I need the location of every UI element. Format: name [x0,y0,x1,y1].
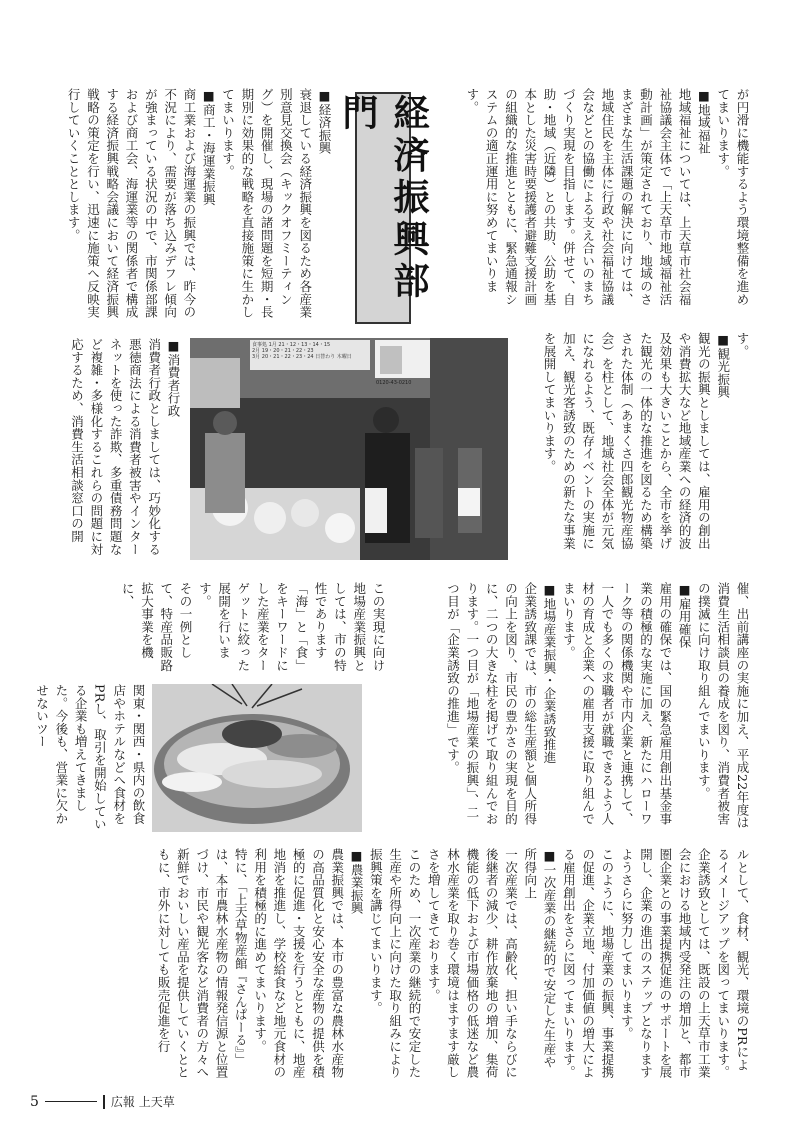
sign-line-5: 日替わり [315,354,336,360]
page-footer [30,1093,175,1110]
column-consumer-affairs: ■消費者行政 消費者行政としましては、巧妙化する悪徳商法による消費者被害やインターネットを使った詐欺、多重債務問題など複雑・多様化するこれらの問題に対応するため、消費生活相談窓口の開 [69,338,181,556]
column-primary-industry: ルとして、食材、観光、環境のPRによるイメージアップを図ってまいります。 企業誘致としては、既設の上天草市工業会における地域内受発注の増加と、都市圏企業との事業提携促進のサポートを展開し、企業の進出のステップとなりますようさらに努力してまいります。 このように、地場産業の振興、事業提携の促進、企業立地、付加価値の増大による雇用創出をさらに図ってまいります。 ■一次産業の継続的で安定した生産や所得向上 一次産業では、高齢化、担い手ならびに後継者の減少、耕作放棄地の増加、集荷機能の低下および市場価格の低迷など農林水産業を取り巻く環境はますます厳しさを増してきております。 このため、一次産業の継続的で安定した生産や所得向上に向けた取り組みにより振興策を講じてまいります。 ■農業振興 農業振興では、本市の豊富な農林水産物の高品質化と安心安全な産物の提供を積極的に促進・支援を行うとともに、地産地消を推進し、学校給食など地元食材の利用を積極的に進めてまいります。 特に、「上天草物産館『さんぱーる』」は、本市農林水産物の情報発信源と位置づけ、市民や観光客など消費者の方々へ新鮮でおいしい産品を提供していくとともに、市外に対しても販売促進を行 [156,848,750,1079]
market-stall-photo [190,338,508,560]
column-employment-industry: 催、出前講座の実施に加え、平成22年度は消費生活相談員の養成を図り、消費者被害の撲滅に向け取り組んでまいります。 ■雇用確保 雇用の確保では、国の緊急雇用創出基金事業の積極的な実施に加え、新たにハローワーク等の関係機関や市内企業と連携して、一人でも多くの求職者が就職できるよう人材の育成と企業への雇用支援に取り組んでまいります。 ■地場産業振興・企業誘致推進 企業誘致課では、市の総生産額と個人所得の向上を図り、市民の豊かさの実現を目的に、二つの大きな柱を掲げて取り組んでおります。一つ目が「地場産業の振興」、二つ目が「企業誘致の推進」です。 [445,582,750,829]
sign-line-6: 木曜日 [336,354,352,360]
footer-rule [45,1101,97,1102]
section-title-box [337,92,429,324]
footer-bar [103,1095,105,1109]
sign-line-3: 2月 19・20・21・22・23 [252,348,314,354]
seafood-basket-photo [152,684,362,832]
publication-name: 広報 上天草 [110,1095,175,1109]
column-tourism: す。 ■観光振興 観光の振興としましては、雇用の創出や消費拡大など地域産業への経済的波及効果も大きいことから、全市を挙げた観光の一体的な推進を図るため構築された体制（あまくさ四郎観光物産協会）を柱として、地域社会全体が元気になれるよう、既存イベントの実施に加え、観光客誘致のための新たな事業を展開してまいります。 [542,332,750,550]
page-number: 5 [30,1093,39,1110]
schedule-sign [252,342,368,360]
column-welfare: が円滑に機能するよう環境整備を進めてまいります。 ■地域福祉 地域福祉については、上天草市社会福祉協議会主体で「上天草市地域福祉活動計画」が策定されており、地域のさまざまな生活課題の解決に向けては、地域住民を主体に行政や社会福祉協議会などとの協働による支え合いのまちづくり実現を目指します。併せて、自助・地域（近隣）との共助、公助を基本とした災害時要援護者避難支援計画の組織的な推進とともに、緊急通報システムの適正運用に努めてまいります。 [464,88,750,306]
sign-line-2: 1月 21・12・13・14・15 [268,342,331,348]
column-local-industry-b: 関東・関西・県内の飲食店やホテルなどへ食材をPRし、取引を開始している企業も増えてきました。今後も、営業に欠かせないツー [34,684,146,831]
column-economic-promotion: ■経済振興 衰退している経済振興を図るため各産業別意見交換会（キックオフミーティング）を開催し、現場の諸問題を短期・長期別に効果的な戦略を直接施策に生かしてまいります。 ■商工・海運業振興 商工業および海運業の振興では、昨今の不況により、需要が落ち込みデフレ傾向が強まっている状況の中で、市関係部課および商工会、海運業等の関係者で構成する経済振興戦略会議において経済振興戦略の策定を行い、迅速に施策へ反映実行していくこととします。 [66,88,332,319]
column-local-industry-a: この実現に向け地場産業振興としては、市の特性であります「海」と「食」をキーワードにした産業をターゲットに絞った展開を行います。 その一例として、特産品販路拡大事業を機に、 [120,582,386,672]
sign-line-4: 3月 20・21・22・23・24 [252,354,314,360]
market-photo-graphic [190,338,508,560]
seafood-photo-graphic [152,684,362,832]
sign-line-1: 食事処 [252,342,268,348]
sign-phone: 0120-43-0210 [376,380,412,386]
page-title: 経済振興部門 [337,94,429,304]
